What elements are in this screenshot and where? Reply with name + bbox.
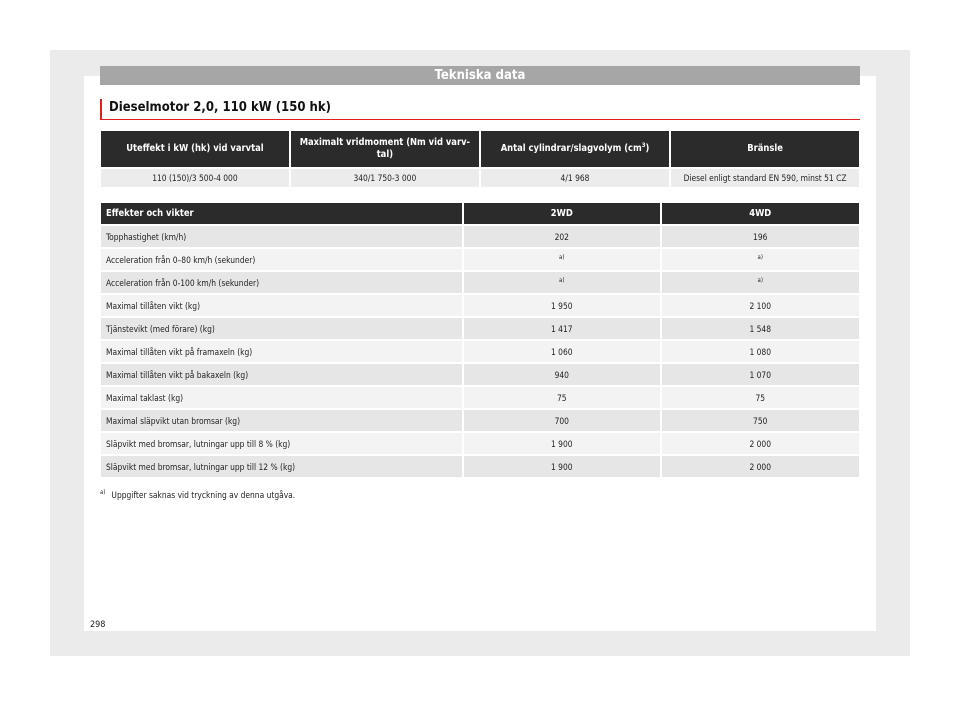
chapter-header: Tekniska data xyxy=(100,66,860,85)
column-header: 2WD xyxy=(464,203,659,224)
table-cell: Maximal tillåten vikt på bakaxeln (kg) xyxy=(101,364,462,385)
performance-table-body xyxy=(101,226,859,477)
table-row xyxy=(101,387,859,408)
table-cell: Släpvikt med bromsar, lutningar upp till 8 % (kg) xyxy=(101,433,462,454)
table-row xyxy=(101,295,859,316)
column-header-text: ) xyxy=(645,143,650,154)
table-cell: Topphastighet (km/h) xyxy=(101,226,462,247)
superscript: 3 xyxy=(641,141,646,149)
column-header: Maximalt vridmoment (Nm vid varv-tal) xyxy=(291,131,479,167)
engine-spec-table xyxy=(99,129,861,189)
table-cell: 1 417 xyxy=(464,318,659,339)
column-header: Bränsle xyxy=(671,131,859,167)
table-cell: 202 xyxy=(464,226,659,247)
table-row xyxy=(101,456,859,477)
table-cell xyxy=(662,272,860,293)
table-cell: 700 xyxy=(464,410,659,431)
table-header-row xyxy=(101,203,859,224)
footnote-text: Uppgifter saknas vid tryckning av denna utgåva. xyxy=(111,490,296,500)
table-row xyxy=(101,272,859,293)
table-cell: Maximal släpvikt utan bromsar (kg) xyxy=(101,410,462,431)
table-cell: 940 xyxy=(464,364,659,385)
table-cell: 1 548 xyxy=(662,318,860,339)
section-title: Dieselmotor 2,0, 110 kW (150 hk) xyxy=(109,100,331,115)
section-heading xyxy=(100,99,860,120)
column-header: Uteffekt i kW (hk) vid varvtal xyxy=(101,131,289,167)
section-accent-bar xyxy=(100,99,102,119)
table-cell: 1 060 xyxy=(464,341,659,362)
table-row xyxy=(101,364,859,385)
column-header: Effekter och vikter xyxy=(101,203,462,224)
table-cell: 1 900 xyxy=(464,456,659,477)
table-cell: 2 000 xyxy=(662,456,860,477)
table-cell: Diesel enligt standard EN 590, minst 51 CZ xyxy=(671,169,859,187)
table-cell: 75 xyxy=(464,387,659,408)
table-row xyxy=(101,341,859,362)
footnote-mark: a) xyxy=(100,489,106,497)
table-cell: 75 xyxy=(662,387,860,408)
table-cell xyxy=(464,249,659,270)
column-header-text: Antal cylindrar/slagvolym (cm xyxy=(500,143,642,154)
table-row xyxy=(101,169,859,187)
page-number: 298 xyxy=(90,620,106,630)
table-row xyxy=(101,318,859,339)
table-row xyxy=(101,433,859,454)
table-cell: Tjänstevikt (med förare) (kg) xyxy=(101,318,462,339)
table-row xyxy=(101,410,859,431)
footnote-ref: a) xyxy=(559,253,565,261)
table-row xyxy=(101,226,859,247)
footnote-ref: a) xyxy=(559,276,565,284)
table-cell: 1 080 xyxy=(662,341,860,362)
table-header-row xyxy=(101,131,859,167)
table-cell: 340/1 750-3 000 xyxy=(291,169,479,187)
table-cell: 750 xyxy=(662,410,860,431)
table-cell: 2 100 xyxy=(662,295,860,316)
table-cell: Acceleration från 0–80 km/h (sekunder) xyxy=(101,249,462,270)
table-cell xyxy=(662,249,860,270)
column-header: 4WD xyxy=(662,203,860,224)
table-cell: Maximal tillåten vikt på framaxeln (kg) xyxy=(101,341,462,362)
table-cell xyxy=(464,272,659,293)
table-cell: Släpvikt med bromsar, lutningar upp till 12 % (kg) xyxy=(101,456,462,477)
table-cell: 196 xyxy=(662,226,860,247)
table-cell: Maximal taklast (kg) xyxy=(101,387,462,408)
table-cell: 2 000 xyxy=(662,433,860,454)
table-row xyxy=(101,249,859,270)
table-cell: 1 070 xyxy=(662,364,860,385)
table-cell: Acceleration från 0-100 km/h (sekunder) xyxy=(101,272,462,293)
column-header xyxy=(481,131,669,167)
table-cell: 110 (150)/3 500-4 000 xyxy=(101,169,289,187)
table-cell: 4/1 968 xyxy=(481,169,669,187)
performance-table xyxy=(99,201,861,479)
table-cell: 1 900 xyxy=(464,433,659,454)
footnote-ref: a) xyxy=(757,253,763,261)
table-cell: 1 950 xyxy=(464,295,659,316)
footnote xyxy=(100,490,295,500)
table-cell: Maximal tillåten vikt (kg) xyxy=(101,295,462,316)
footnote-ref: a) xyxy=(757,276,763,284)
